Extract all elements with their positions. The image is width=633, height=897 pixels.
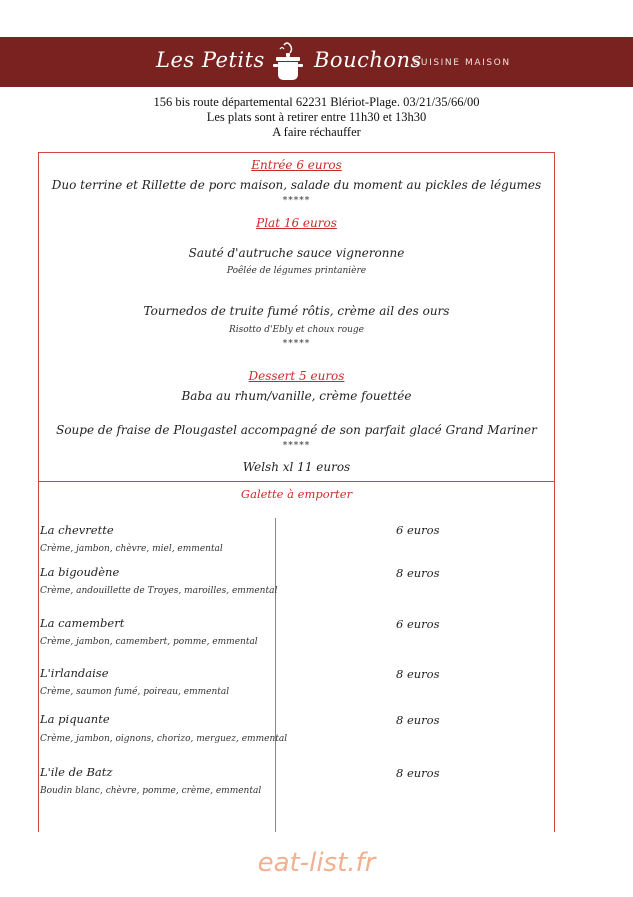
separator-stars: ***** (282, 196, 311, 206)
galette-desc: Crème, jambon, oignons, chorizo, merguez, emmental (40, 734, 288, 744)
galette-desc: Boudin blanc, chèvre, pomme, crème, emmental (40, 786, 262, 796)
galette-price: 6 euros (396, 617, 440, 631)
galette-desc: Crème, jambon, camembert, pomme, emmental (40, 637, 258, 647)
column-divider (275, 518, 276, 832)
galette-price: 8 euros (396, 667, 440, 681)
dessert-1: Baba au rhum/vanille, crème fouettée (181, 389, 412, 403)
galette-name: L'irlandaise (40, 666, 109, 680)
galette-price: 6 euros (396, 523, 440, 537)
galette-title: Galette à emporter (240, 487, 353, 501)
plat-title: Plat 16 euros (256, 216, 337, 230)
plat-side-2: Risotto d'Ebly et choux rouge (229, 325, 364, 335)
entree-title: Entrée 6 euros (251, 158, 342, 172)
galette-desc: Crème, andouillette de Troyes, maroilles, emmental (40, 586, 278, 596)
brand-name-left: Les Petits (156, 48, 265, 72)
brand-name-right: Bouchons (314, 48, 422, 72)
galette-desc: Crème, jambon, chèvre, miel, emmental (40, 544, 223, 554)
galette-desc: Crème, saumon fumé, poireau, emmental (40, 687, 230, 697)
address-line: 156 bis route départemental 62231 Blériot-Plage. 03/21/35/66/00 (153, 95, 480, 109)
pickup-hours: Les plats sont à retirer entre 11h30 et 13h30 (206, 110, 427, 124)
separator-stars: ***** (282, 441, 311, 451)
galette-name: La camembert (40, 616, 125, 630)
plat-side-1: Poêlée de légumes printanière (226, 266, 367, 276)
galette-price: 8 euros (396, 713, 440, 727)
restaurant-info (0, 95, 633, 140)
galette-price: 8 euros (396, 766, 440, 780)
galette-name: L'ile de Batz (40, 765, 113, 779)
header-banner (0, 37, 633, 87)
section-divider (38, 481, 555, 482)
dessert-title: Dessert 5 euros (248, 369, 345, 383)
watermark-text: eat-list.fr (257, 848, 376, 878)
plat-dish-2: Tournedos de truite fumé rôtis, crème ail des ours (143, 304, 450, 318)
welsh-item: Welsh xl 11 euros (242, 460, 351, 474)
galette-name: La bigoudène (40, 565, 120, 579)
galette-name: La piquante (40, 712, 110, 726)
cooking-pot-icon (270, 41, 306, 83)
reheat-note: A faire réchauffer (272, 125, 361, 139)
plat-dish-1: Sauté d'autruche sauce vigneronne (188, 246, 405, 260)
brand-tagline: CUISINE MAISON (413, 58, 511, 68)
entree-dish: Duo terrine et Rillette de porc maison, salade du moment au pickles de légumes (51, 178, 542, 192)
galette-price: 8 euros (396, 566, 440, 580)
separator-stars: ***** (282, 339, 311, 349)
galette-name: La chevrette (40, 523, 114, 537)
dessert-2: Soupe de fraise de Plougastel accompagné de son parfait glacé Grand Mariner (56, 423, 537, 437)
